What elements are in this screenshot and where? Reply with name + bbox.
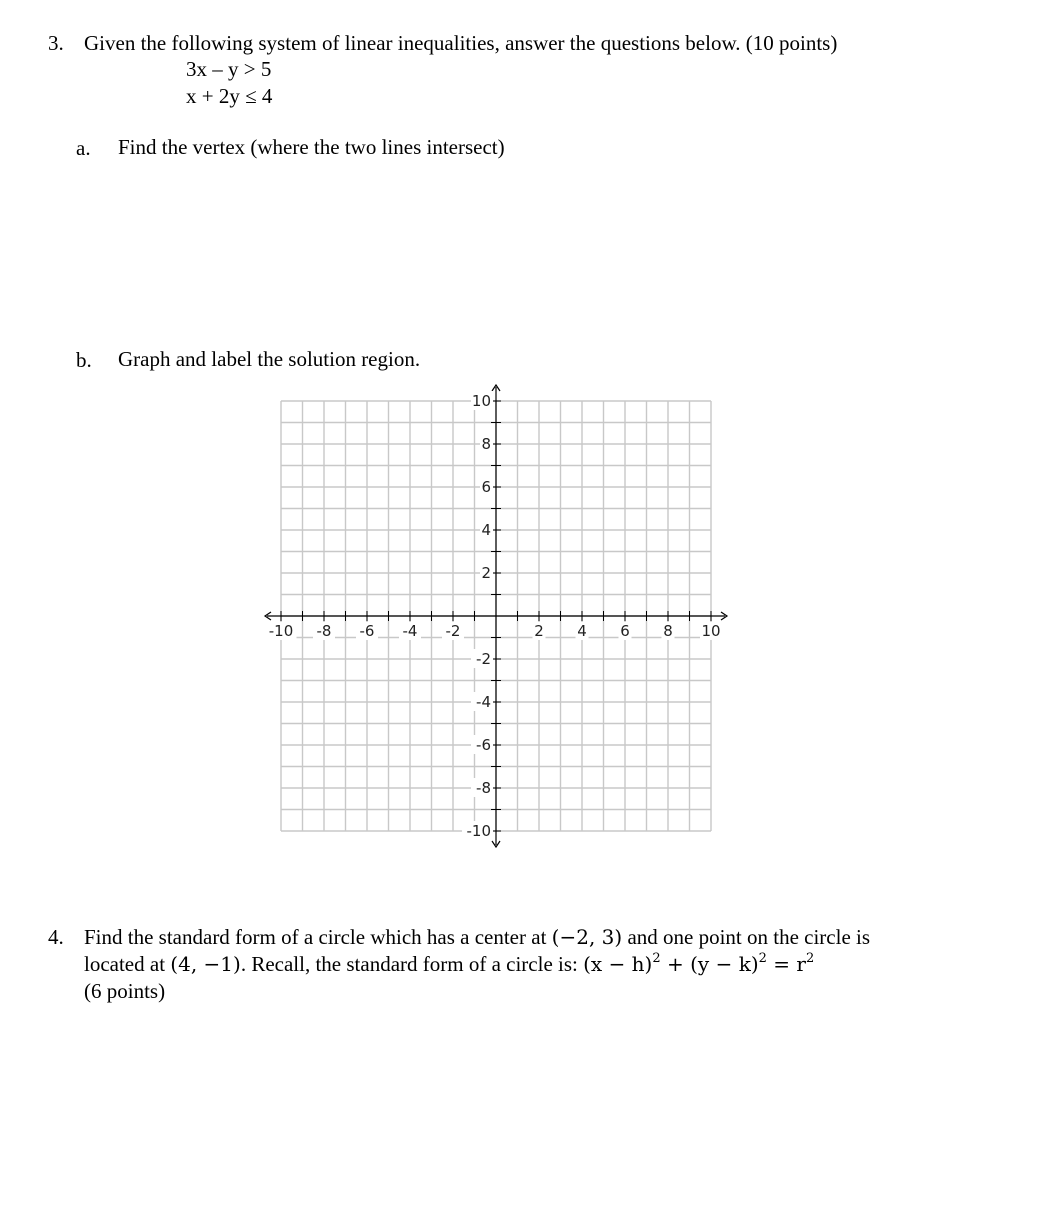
x-tick-label: 6: [620, 622, 630, 640]
q3-prompt: Given the following system of linear inequalities, answer the questions below. (10 points): [84, 31, 838, 55]
x-tick-label: -8: [316, 622, 332, 640]
inequality-2: x + 2y ≤ 4: [186, 84, 273, 108]
circle-formula: $(x - h)^2 + (y - k)^2 = r^2$: [583, 951, 815, 976]
y-tick-label: -4: [476, 693, 491, 711]
x-tick-label: -4: [402, 622, 418, 640]
circle-center: (−2, 3): [551, 925, 623, 949]
x-tick-label: 4: [577, 622, 587, 640]
q4-points: (6 points): [84, 979, 166, 1003]
x-tick-label: 2: [534, 622, 544, 640]
q4-line-2-start: located at: [84, 952, 166, 976]
q4-line-2: [84, 951, 814, 978]
q4-line-1: [84, 924, 870, 951]
circle-point: (4, −1): [170, 952, 241, 976]
q4-number: 4.: [48, 925, 64, 949]
y-tick-label: -8: [476, 779, 491, 797]
q3-number: 3.: [48, 31, 64, 55]
y-tick-label: -6: [476, 736, 491, 754]
x-tick-label: -6: [359, 622, 375, 640]
q4-line-1-start: Find the standard form of a circle which has a center at: [84, 925, 547, 949]
part-a-text: Find the vertex (where the two lines intersect): [118, 135, 505, 159]
x-tick-label: 8: [663, 622, 673, 640]
y-tick-label: 4: [481, 521, 491, 539]
inequality-1: 3x – y > 5: [186, 57, 272, 81]
y-tick-label: 2: [481, 564, 491, 582]
part-a-letter: a.: [76, 136, 91, 160]
y-tick-label: -10: [466, 822, 491, 840]
x-tick-label: 10: [701, 622, 721, 640]
y-tick-label: 8: [481, 435, 491, 453]
part-b-letter: b.: [76, 348, 92, 372]
part-b-text: Graph and label the solution region.: [118, 347, 421, 371]
x-tick-label: -10: [268, 622, 294, 640]
y-tick-label: 10: [471, 392, 491, 410]
y-tick-label: 6: [481, 478, 491, 496]
coordinate-grid: [250, 378, 750, 863]
y-tick-label: -2: [476, 650, 491, 668]
q4-line-1-end: and one point on the circle is: [627, 925, 871, 949]
x-tick-label: -2: [445, 622, 461, 640]
q4-line-2-mid: . Recall, the standard form of a circle is:: [240, 952, 578, 976]
